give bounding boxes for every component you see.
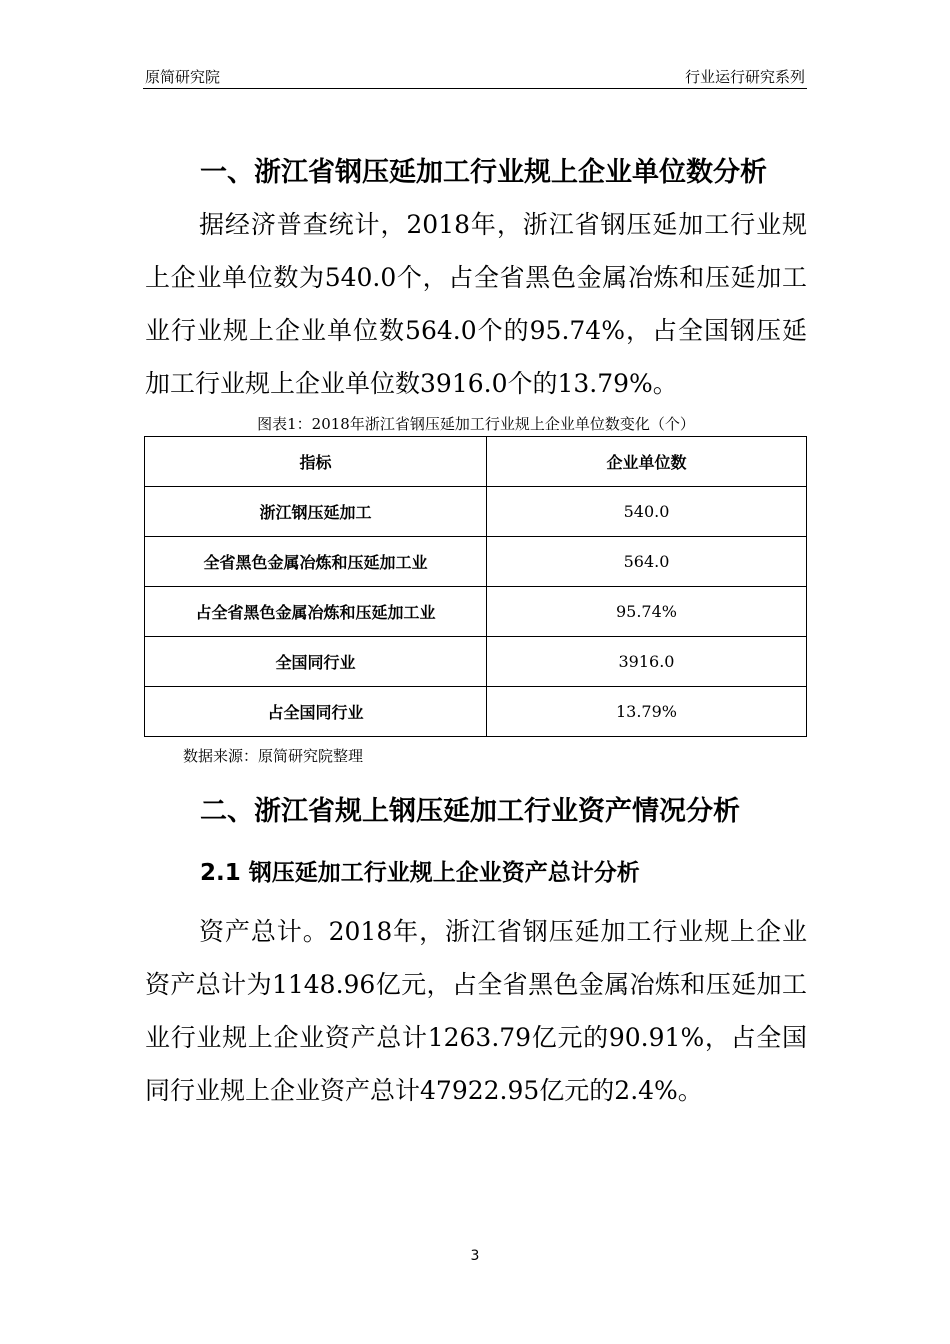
header-series-name: 行业运行研究系列 [684,68,805,86]
table-header-row [145,437,807,487]
section2-title: 二、浙江省规上钢压延加工行业资产情况分析 [200,796,740,827]
header-org-name: 原简研究院 [145,68,221,86]
row-label: 浙江钢压延加工 [145,487,487,537]
table-row [145,637,807,687]
page-number: 3 [470,1248,480,1264]
row-label: 占全国同行业 [145,687,487,737]
row-value: 95.74% [487,587,807,637]
row-value: 564.0 [487,537,807,587]
enterprise-count-table [144,436,807,737]
subsection-title: 2.1 钢压延加工行业规上企业资产总计分析 [200,860,640,886]
table-source: 数据来源：原简研究院整理 [183,747,364,765]
row-label: 全国同行业 [145,637,487,687]
row-value: 540.0 [487,487,807,537]
section1-paragraph: 据经济普查统计，2018年，浙江省钢压延加工行业规上企业单位数为540.0个，占全省黑色金属冶炼和压延加工业行业规上企业单位数564.0个的95.74%，占全国钢压延加工行业规上企业单位数3916.0个的13.79%。 [145,210,807,398]
row-label: 占全省黑色金属冶炼和压延加工业 [145,587,487,637]
table-header-indicator: 指标 [145,437,487,487]
row-label: 全省黑色金属冶炼和压延加工业 [145,537,487,587]
table-row [145,537,807,587]
header-divider [143,88,807,89]
row-value: 3916.0 [487,637,807,687]
table-row [145,587,807,637]
table-header-count: 企业单位数 [487,437,807,487]
subsection-paragraph: 资产总计。2018年，浙江省钢压延加工行业规上企业资产总计为1148.96亿元，占全省黑色金属冶炼和压延加工业行业规上企业资产总计1263.79亿元的90.91%，占全国同行业规上企业资产总计47922.95亿元的2.4%。 [145,917,807,1105]
table-caption: 图表1：2018年浙江省钢压延加工行业规上企业单位数变化（个） [257,415,695,433]
table-row [145,487,807,537]
section1-title: 一、浙江省钢压延加工行业规上企业单位数分析 [200,157,767,188]
row-value: 13.79% [487,687,807,737]
table-row [145,687,807,737]
